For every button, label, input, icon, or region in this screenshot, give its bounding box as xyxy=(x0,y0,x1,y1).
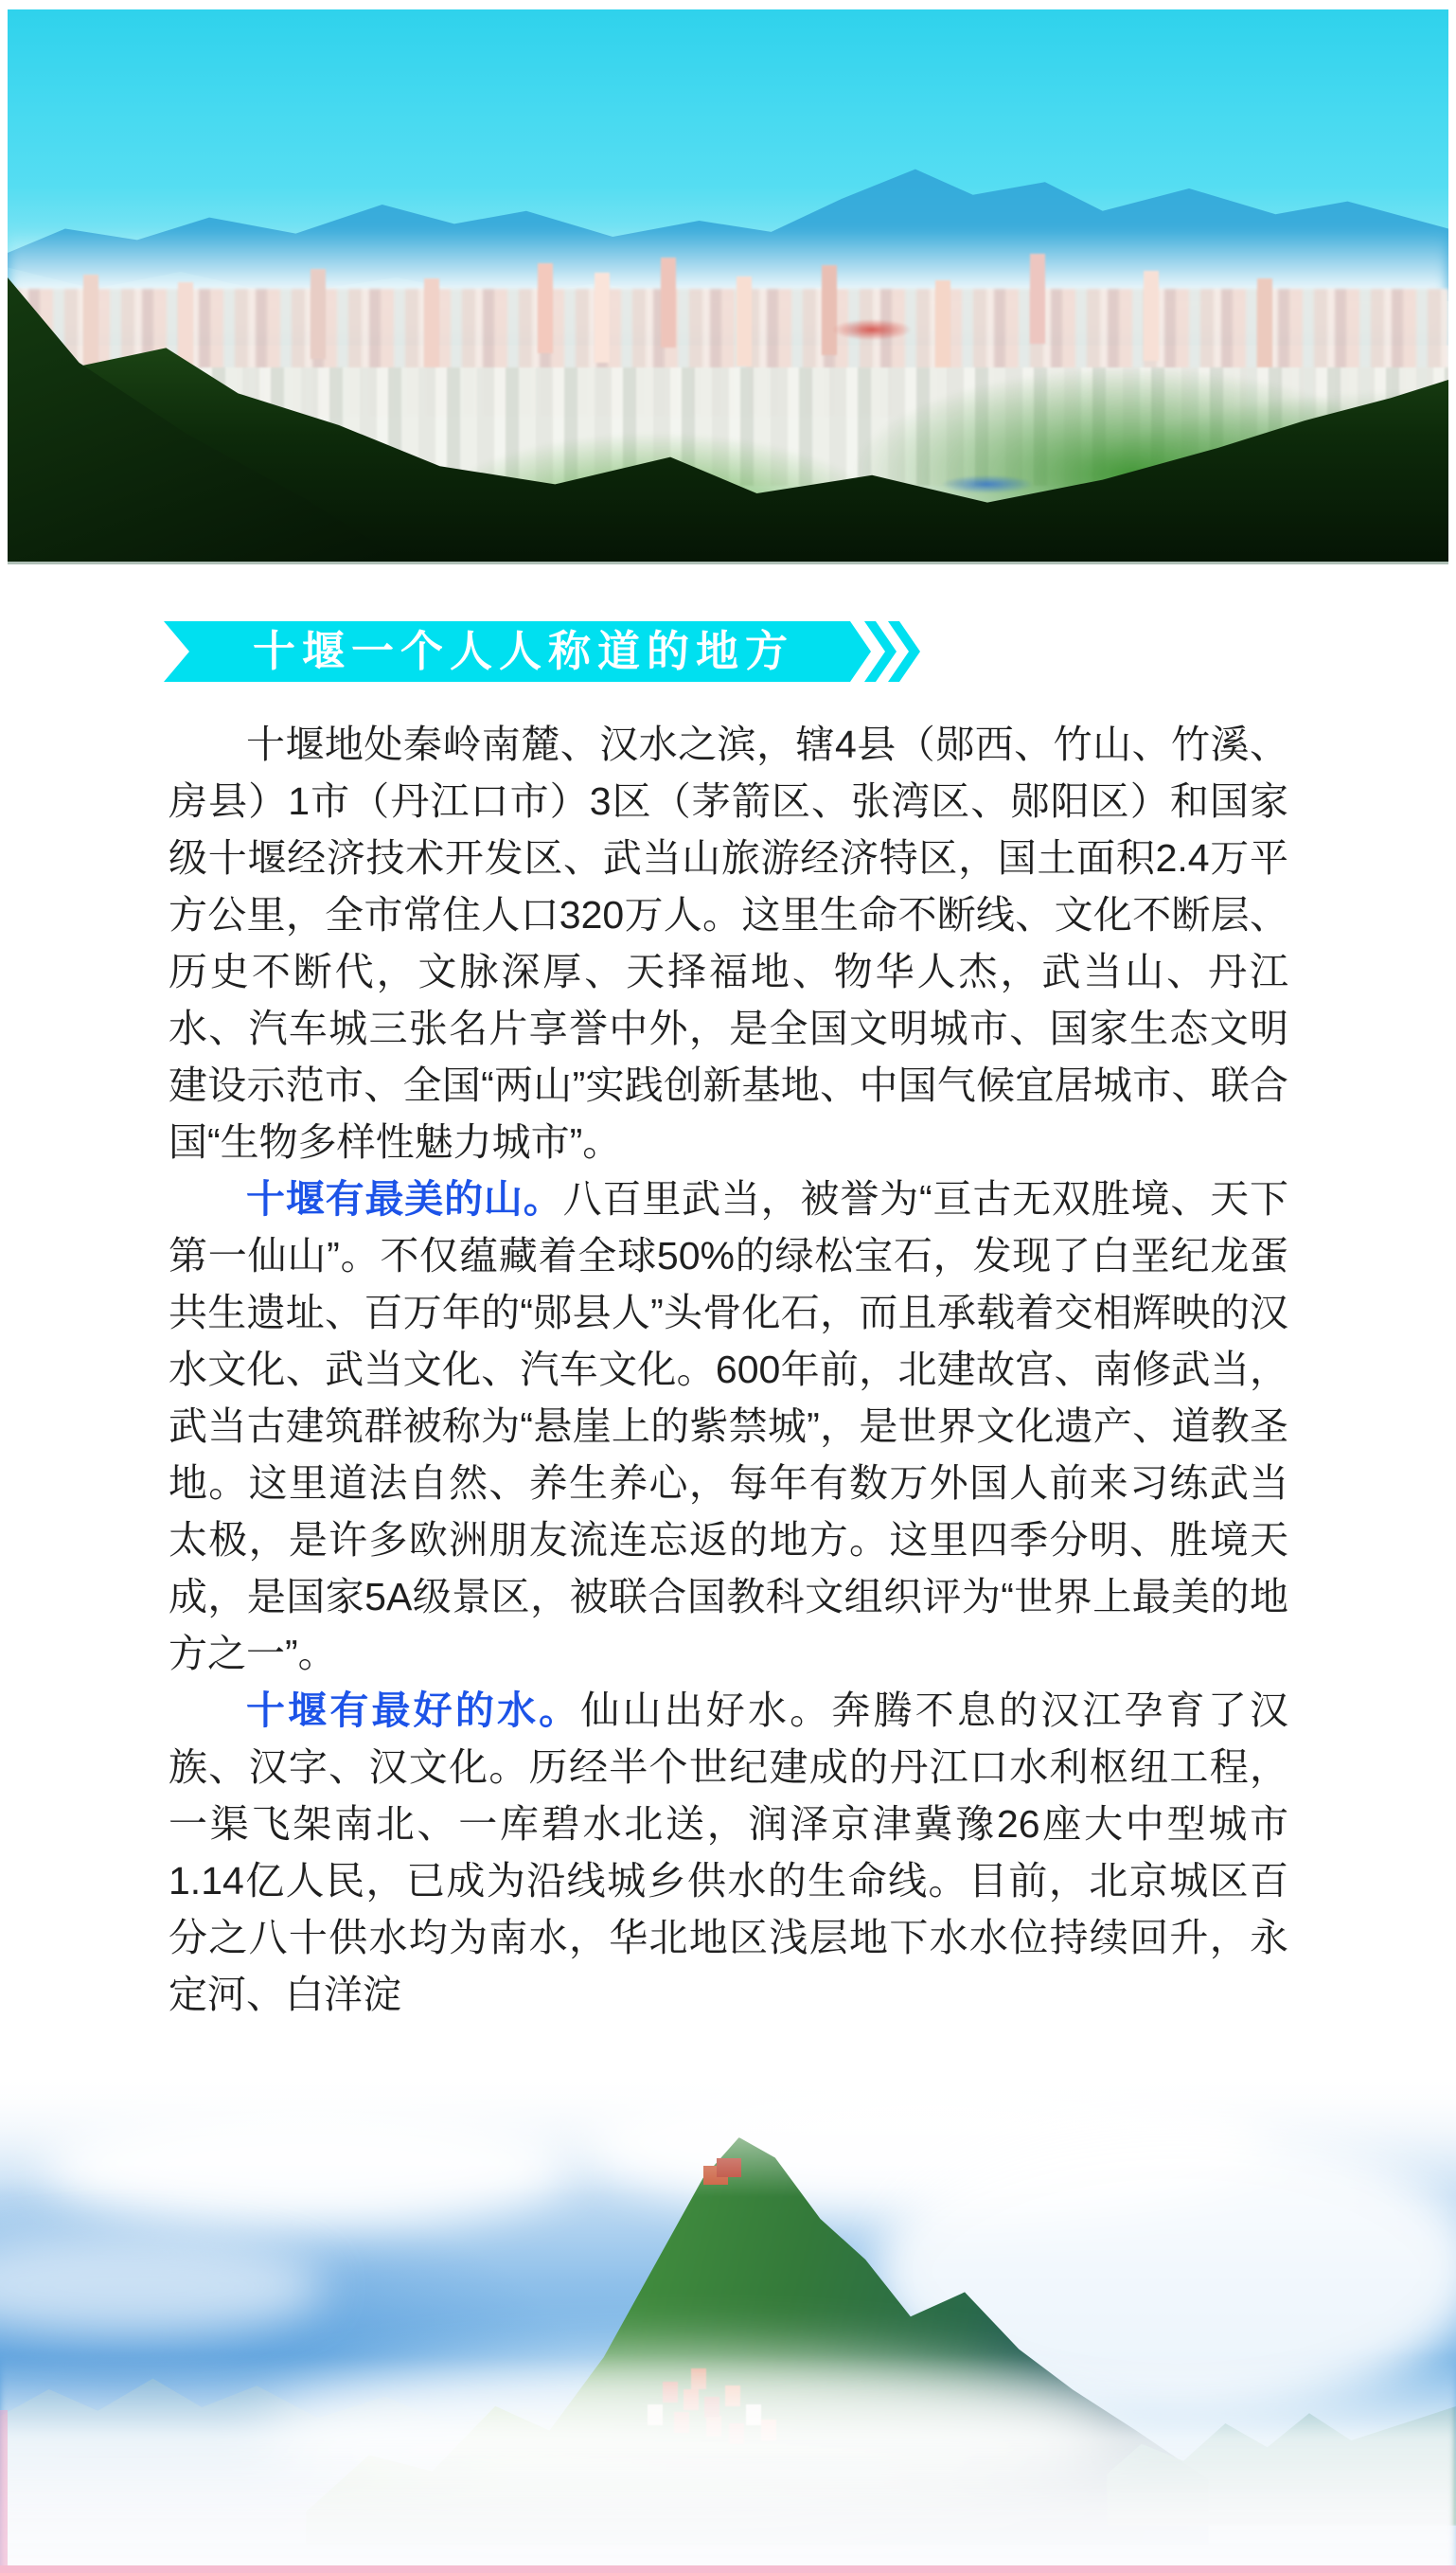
city-panorama-photo xyxy=(8,9,1448,564)
top-fade xyxy=(0,2074,1456,2197)
paragraph-lead: 十堰有最好的水。 xyxy=(246,1689,581,1732)
paragraph xyxy=(169,1170,1288,1682)
pink-left-edge xyxy=(0,2410,8,2573)
pink-bottom-edge xyxy=(0,2565,1456,2573)
paragraph-text: 十堰地处秦岭南麓、汉水之滨，辖4县（郧西、竹山、竹溪、房县）1市（丹江口市）3区（茅箭区、张湾区、郧阳区）和国家级十堰经济技术开发区、武当山旅游经济特区，国土面积2.4万平方公里，全市常住人口320万人。这里生命不断线、文化不断层、历史不断代，文脉深厚、天择福地、物华人杰，武当山、丹江水、汽车城三张名片享誉中外，是全国文明城市、国家生态文明建设示范市、全国“两山”实践创新基地、中国气候宜居城市、联合国“生物多样性魅力城市”。 xyxy=(169,723,1288,1164)
paragraph-lead: 十堰有最美的山。 xyxy=(246,1177,563,1221)
paragraph-text: 仙山出好水。奔腾不息的汉江孕育了汉族、汉字、汉文化。历经半个世纪建成的丹江口水利枢纽工程，一渠飞架南北、一库碧水北送，润泽京津冀豫26座大中型城市1.14亿人民，已成为沿线城乡供水的生命线。目前，北京城区百分之八十供水均为南水，华北地区浅层地下水水位持续回升，永定河、白洋淀 xyxy=(169,1689,1289,2016)
section-title-banner xyxy=(164,621,921,682)
paragraph xyxy=(169,716,1288,1170)
mist-layer xyxy=(0,2355,1456,2573)
paragraph-text: 八百里武当，被誉为“亘古无双胜境、天下第一仙山”。不仅蕴藏着全球50%的绿松宝石，发现了白垩纪龙蛋共生遗址、百万年的“郧县人”头骨化石，而且承载着交相辉映的汉水文化、武当文化、汽车文化。600年前，北建故宫、南修武当，武当古建筑群被称为“悬崖上的紫禁城”，是世界文化遗产、道教圣地。这里道法自然、养生养心，每年有数万外国人前来习练武当太极，是许多欧洲朋友流连忘返的地方。这里四季分明、胜境天成，是国家5A级景区，被联合国教科文组织评为“世界上最美的地方之一”。 xyxy=(169,1177,1289,1675)
paragraph xyxy=(169,1682,1288,2023)
wudang-mountain-photo xyxy=(0,2074,1456,2573)
article xyxy=(169,716,1288,2023)
banner-title: 十堰一个人人称道的地方 xyxy=(252,627,794,675)
